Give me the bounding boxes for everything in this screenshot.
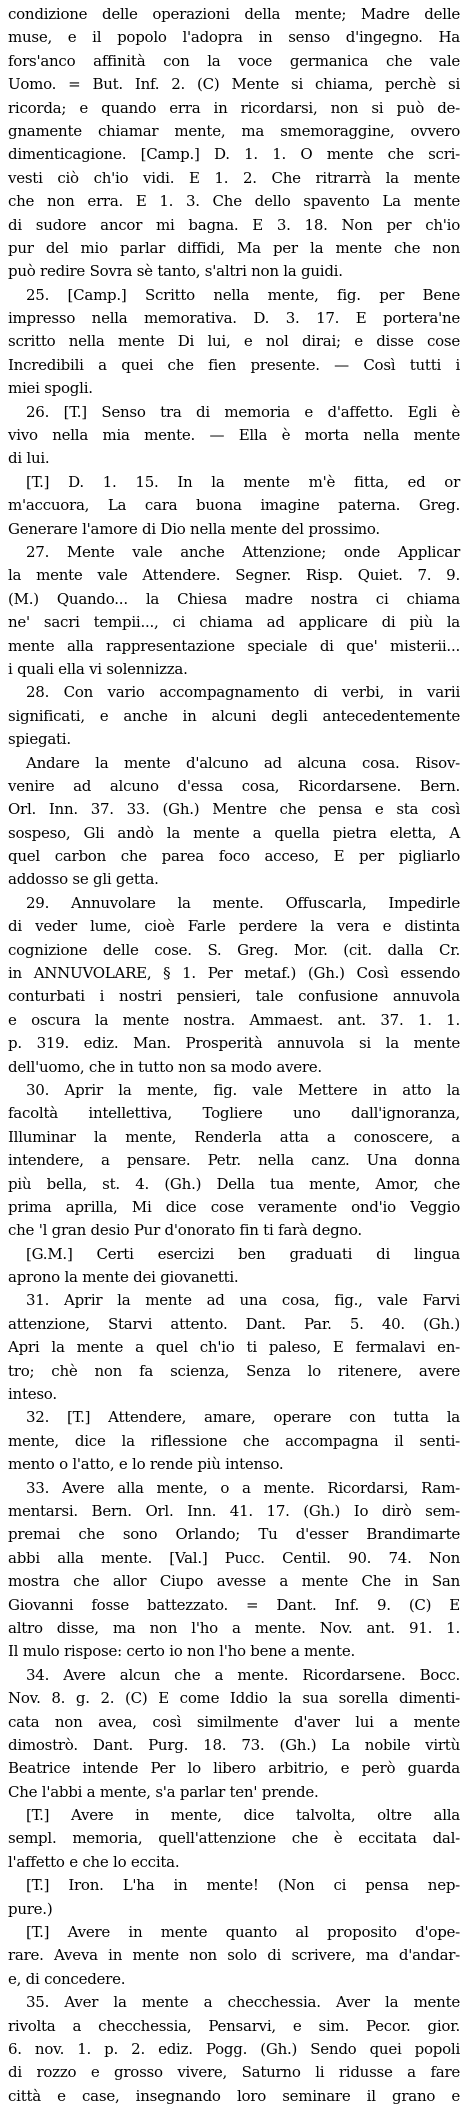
text-line: spiegati. [8,730,71,749]
text-line: l'affetto e che lo eccita. [8,1852,180,1871]
text-line: 27. Mente vale anche Attenzione; onde Applicar [26,542,460,561]
text-line: prima aprilla, Mi dice cose veramente ond'io Veggio [8,1197,460,1216]
text-line: 29. Annuvolare la mente. Offuscarla, Impedirle [26,893,460,912]
text-line: altro disse, ma non l'ho a mente. Nov. ant. 91. 1. [8,1618,460,1637]
text-line: gnamente chiamar mente, ma smemoraggine, ovvero [8,121,460,140]
text-line: pur del mio parlar diffidi, Ma per la mente che non [8,238,460,257]
text-line: ricorda; e quando erra in ricordarsi, non si può de- [8,98,460,117]
text-line: premai che sono Orlando; Tu d'esser Brandimarte [8,1525,460,1544]
text-line: mente, dice la riflessione che accompagna il senti- [8,1431,460,1450]
text-line: rare. Aveva in mente non solo di scrivere, ma d'andar- [8,1946,460,1965]
text-line: più bella, st. 4. (Gh.) Della tua mente, Amor, che [8,1174,460,1193]
text-line: dimenticagione. [Camp.] D. 1. 1. O mente che scri- [8,145,460,164]
text-line: di veder lume, cioè Farle perdere la vera e distinta [8,917,460,936]
text-line: dell'uomo, che in tutto non sa modo avere. [8,1057,322,1076]
text-line: (M.) Quando... la Chiesa madre nostra ci chiama [8,589,460,608]
text-line: [T.] D. 1. 15. In la mente m'è fitta, ed or [26,472,460,491]
text-line: può redire Sovra sè tanto, s'altri non la guidi. [8,262,343,281]
text-line: Incredibili a quei che fien presente. — Così tutti i [8,355,460,374]
text-line: fors'anco affinità con la voce germanica che vale [8,51,460,70]
text-line: città e case, insegnando loro seminare il grano e [8,2086,460,2105]
text-line: dimostrò. Dant. Purg. 18. 73. (Gh.) La nobile virtù [8,1735,460,1754]
text-line: di lui. [8,449,50,468]
text-line: significati, e anche in alcuni degli antecedentemente [8,706,460,725]
text-line: Orl. Inn. 37. 33. (Gh.) Mentre che pensa e sta così [8,800,460,819]
text-line: che non erra. E 1. 3. Che dello spavento La mente [8,192,460,211]
text-line: scritto nella mente Di lui, e nol dirai; e disse cose [8,332,460,351]
text-line: intendere, a pensare. Petr. nella canz. Una donna [8,1151,460,1170]
text-line: Nov. 8. g. 2. (C) E come Iddio la sua sorella dimenti- [8,1689,460,1708]
text-line: tro; chè non fa scienza, Senza lo ritenere, avere [8,1361,460,1380]
text-line: sempl. memoria, quell'attenzione che è eccitata dal- [8,1829,460,1848]
text-line: [T.] Avere in mente quanto al proposito d'ope- [26,1923,460,1942]
text-line: Che l'abbi a mente, s'a parlar ten' prende. [8,1782,319,1801]
text-line: cognizione delle cose. S. Greg. Mor. (cit. dalla Cr. [8,940,460,959]
text-line: muse, e il popolo l'adopra in senso d'ingegno. Ha [8,28,460,47]
text-line: di sudore ancor mi bagna. E 3. 18. Non per ch'io [8,215,460,234]
text-line: 32. [T.] Attendere, amare, operare con tutta la [26,1408,460,1427]
text-line: addosso se gli getta. [8,870,159,889]
text-line: aprono la mente dei giovanetti. [8,1268,239,1287]
text-line: 25. [Camp.] Scritto nella mente, fig. per Bene [26,285,460,304]
text-line: attenzione, Starvi attento. Dant. Par. 5. 40. (Gh.) [8,1314,460,1333]
text-line: m'accuora, La cara buona imagine paterna. Greg. [8,496,460,515]
text-line: e, di concedere. [8,1969,126,1988]
text-line: la mente vale Attendere. Segner. Risp. Quiet. 7. 9. [8,566,460,585]
text-line: in ANNUVOLARE, § 1. Per metaf.) (Gh.) Così essendo [8,964,460,983]
text-line: 34. Avere alcun che a mente. Ricordarsene. Bocc. [26,1665,460,1684]
text-line: condizione delle operazioni della mente; Madre delle [8,5,460,23]
text-line: 33. Avere alla mente, o a mente. Ricordarsi, Ram- [26,1478,460,1497]
text-line: 30. Aprir la mente, fig. vale Mettere in atto la [26,1080,460,1099]
text-line: Illuminar la mente, Renderla atta a conoscere, a [8,1127,460,1146]
text-line: mento o l'atto, e lo rende più intenso. [8,1455,284,1474]
text-line: [T.] Avere in mente, dice talvolta, oltre alla [26,1806,460,1825]
text-line: mente alla rappresentazione speciale di que' misterii... [8,636,460,655]
text-line: mentarsi. Bern. Orl. Inn. 41. 17. (Gh.) Io dirò sem- [8,1502,460,1520]
text-line: 26. [T.] Senso tra di memoria e d'affetto. Egli è [26,402,460,421]
text-line: quel carbon che parea foco acceso, E per pigliarlo [8,847,460,866]
text-line: mostra che allor Ciupo avesse a mente Che in San [8,1572,460,1591]
text-line: [G.M.] Certi esercizi ben graduati di lingua [26,1244,460,1263]
text-line: i quali ella vi solennizza. [8,659,188,678]
text-line: pure.) [8,1899,53,1918]
text-line: cata non avea, così similmente d'aver lui a mente [8,1712,460,1731]
text-line: impresso nella memorativa. D. 3. 17. E portera'ne [8,309,460,328]
text-line: Giovanni fosse battezzato. = Dant. Inf. 9. (C) E [8,1595,460,1614]
text-line: ne' sacri tempii..., ci chiama ad applicare di più la [8,613,460,632]
text-line: 31. Aprir la mente ad una cosa, fig., vale Farvi [26,1291,460,1310]
text-line: p. 319. ediz. Man. Prosperità annuvola si la mente [8,1034,460,1053]
text-line: di rozzo e grosso vivere, Saturno li ridusse a fare [8,2063,460,2082]
text-line: inteso. [8,1385,57,1404]
text-line: 28. Con vario accompagnamento di verbi, in varii [26,683,460,702]
text-line: venire ad alcuno d'essa cosa, Ricordarsene. Bern. [8,776,460,795]
text-line: 6. nov. 1. p. 2. ediz. Pogg. (Gh.) Sendo quei popoli [8,2039,460,2058]
text-line: vesti ciò ch'io vidi. E 1. 2. Che ritrarrà la mente [8,168,460,187]
text-line: sospeso, Gli andò la mente a quella pietra eletta, A [8,823,460,842]
text-line: rivolta a checchessia, Pensarvi, e sim. Pecor. gior. [8,2016,460,2035]
text-line: [T.] Iron. L'ha in mente! (Non ci pensa nep- [26,1876,460,1895]
text-line: Uomo. = But. Inf. 2. (C) Mente si chiama, perchè si [8,75,460,94]
text-line: facoltà intellettiva, Togliere uno dall'ignoranza, [8,1104,460,1123]
text-line: Il mulo rispose: certo io non l'ho bene a mente. [8,1642,355,1661]
text-line: conturbati i nostri pensieri, tale confusione annuvola [8,987,460,1006]
text-line: abbi alla mente. [Val.] Pucc. Centil. 90. 74. Non [8,1548,460,1567]
text-line: Beatrice intende Per lo libero arbitrio, e però guarda [8,1759,460,1778]
text-line: miei spogli. [8,379,93,398]
text-line: Apri la mente a quel ch'io ti paleso, E fermalavi en- [8,1338,460,1357]
text-line: che 'l gran desio Pur d'onorato fin ti farà degno. [8,1221,362,1240]
text-line: vivo nella mia mente. — Ella è morta nella mente [8,426,460,445]
text-line: e oscura la mente nostra. Ammaest. ant. 37. 1. 1. [8,1010,460,1029]
text-line: Generare l'amore di Dio nella mente del prossimo. [8,519,380,538]
text-line: 35. Aver la mente a checchessia. Aver la mente [26,1993,460,2012]
text-line: Andare la mente d'alcuno ad alcuna cosa. Risov- [26,753,460,772]
